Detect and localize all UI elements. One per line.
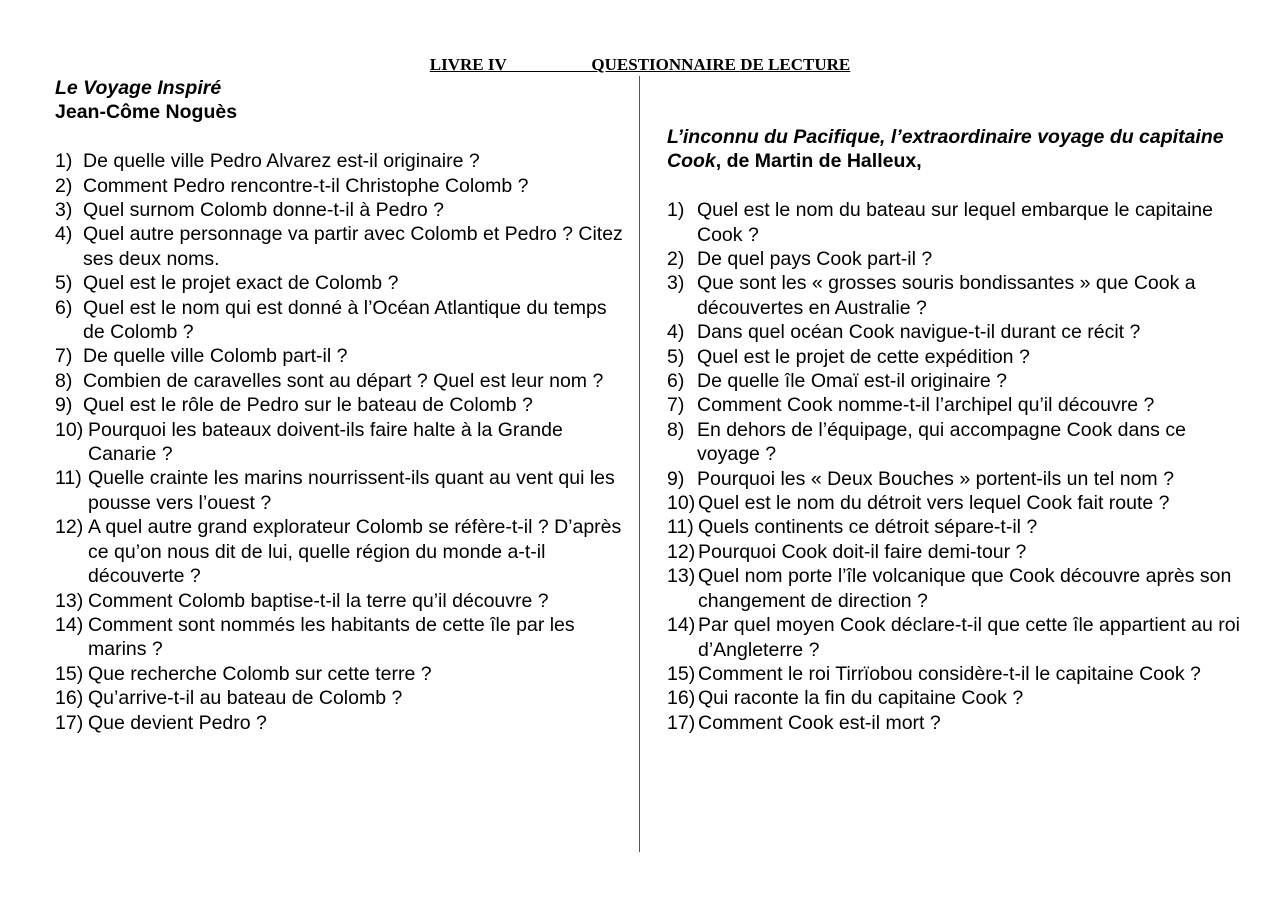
question-number: 4): [667, 321, 685, 344]
question-item: [55, 686, 630, 710]
question-number: 1): [667, 199, 685, 222]
question-item: [667, 564, 1242, 613]
question-number: 7): [55, 345, 73, 368]
right-book-heading: [667, 125, 1242, 174]
document-header: [0, 55, 1280, 75]
question-number: 4): [55, 223, 73, 246]
question-text: Quel surnom Colomb donne-t-il à Pedro ?: [83, 199, 444, 222]
question-text: De quelle ville Colomb part-il ?: [83, 345, 348, 368]
question-text: Comment le roi Tirrïobou considère-t-il le capitaine Cook ?: [698, 662, 1201, 685]
question-number: 14): [55, 613, 84, 636]
question-text: A quel autre grand explorateur Colomb se réfère-t-il ? D’après ce qu’on nous dit de lui, quelle région du monde a-t-il découverte ?: [88, 516, 622, 588]
question-item: [667, 198, 1242, 247]
question-item: [55, 149, 630, 173]
spacer: [55, 125, 630, 149]
question-number: 2): [55, 174, 73, 197]
question-number: 10): [55, 418, 84, 441]
column-divider: [639, 76, 640, 852]
question-number: 13): [667, 565, 696, 588]
question-item: [55, 296, 630, 345]
question-item: [667, 540, 1242, 564]
question-text: Que sont les « grosses souris bondissantes » que Cook a découvertes en Australie ?: [697, 272, 1196, 319]
question-item: [55, 466, 630, 515]
question-number: 3): [667, 272, 685, 295]
question-item: [667, 467, 1242, 491]
spacer: [667, 174, 1242, 198]
question-text: Quelle crainte les marins nourrissent-ils quant au vent qui les pousse vers l’ouest ?: [88, 467, 615, 514]
question-text: Comment sont nommés les habitants de cette île par les marins ?: [88, 613, 575, 661]
question-item: [55, 613, 630, 662]
question-item: [667, 247, 1242, 271]
question-number: 12): [667, 540, 696, 563]
question-number: 11): [55, 467, 82, 490]
question-number: 7): [667, 394, 685, 417]
question-text: Quel nom porte l’île volcanique que Cook découvre après son changement de direction ?: [698, 565, 1232, 612]
question-item: [667, 369, 1242, 393]
question-text: Quel est le rôle de Pedro sur le bateau de Colomb ?: [83, 394, 533, 417]
question-text: Quels continents ce détroit sépare-t-il ?: [698, 516, 1038, 539]
header-book-label: LIVRE IV: [429, 55, 507, 74]
question-item: [667, 271, 1242, 320]
question-item: [55, 589, 630, 613]
question-number: 1): [55, 150, 73, 173]
question-number: 10): [667, 492, 696, 515]
question-number: 3): [55, 199, 73, 222]
question-text: De quelle ville Pedro Alvarez est-il originaire ?: [83, 150, 480, 173]
question-text: De quel pays Cook part-il ?: [697, 248, 933, 271]
question-text: Comment Colomb baptise-t-il la terre qu’il découvre ?: [88, 589, 549, 612]
question-item: [667, 613, 1242, 662]
question-item: [667, 418, 1242, 467]
question-item: [667, 491, 1242, 515]
question-text: Qu’arrive-t-il au bateau de Colomb ?: [88, 687, 403, 710]
question-number: 8): [55, 369, 73, 392]
question-number: 9): [667, 467, 685, 490]
question-text: Que devient Pedro ?: [88, 711, 267, 734]
question-text: Quel est le nom du bateau sur lequel embarque le capitaine Cook ?: [697, 199, 1213, 246]
question-text: Quel est le nom qui est donné à l’Océan Atlantique du temps de Colomb ?: [83, 296, 607, 344]
question-number: 17): [667, 711, 696, 734]
left-book-title: Le Voyage Inspiré: [55, 77, 222, 99]
question-number: 16): [55, 687, 84, 710]
question-text: Qui raconte la fin du capitaine Cook ?: [698, 687, 1024, 710]
question-item: [55, 515, 630, 588]
question-text: Par quel moyen Cook déclare-t-il que cette île appartient au roi d’Angleterre ?: [698, 614, 1240, 661]
question-item: [667, 345, 1242, 369]
question-item: [55, 174, 630, 198]
question-item: [55, 344, 630, 368]
question-item: [667, 320, 1242, 344]
question-text: Pourquoi les bateaux doivent-ils faire halte à la Grande Canarie ?: [88, 418, 563, 466]
question-text: Quel est le nom du détroit vers lequel Cook fait route ?: [698, 492, 1170, 515]
question-item: [667, 515, 1242, 539]
question-item: [55, 711, 630, 735]
question-number: 13): [55, 589, 84, 612]
question-number: 6): [55, 296, 73, 319]
right-book-title: L’inconnu du Pacifique, l’extraordinaire voyage du capitaine Cook: [667, 126, 1224, 173]
question-text: Quel est le projet exact de Colomb ?: [83, 272, 399, 295]
question-text: Pourquoi Cook doit-il faire demi-tour ?: [698, 540, 1027, 563]
question-item: [55, 222, 630, 271]
question-text: Pourquoi les « Deux Bouches » portent-ils un tel nom ?: [697, 467, 1174, 490]
question-item: [55, 271, 630, 295]
question-item: [55, 662, 630, 686]
right-column: [667, 125, 1242, 735]
header-spacer: [506, 55, 591, 74]
question-text: Dans quel océan Cook navigue-t-il durant ce récit ?: [697, 321, 1141, 344]
question-text: De quelle île Omaï est-il originaire ?: [697, 370, 1007, 393]
left-question-list: [55, 149, 630, 735]
question-number: 9): [55, 394, 73, 417]
question-text: Combien de caravelles sont au départ ? Quel est leur nom ?: [83, 369, 604, 392]
question-number: 8): [667, 418, 685, 441]
question-text: En dehors de l’équipage, qui accompagne Cook dans ce voyage ?: [697, 418, 1186, 466]
question-text: Quel est le projet de cette expédition ?: [697, 345, 1030, 368]
question-number: 2): [667, 248, 685, 271]
left-book-author: Jean-Côme Noguès: [55, 101, 238, 124]
question-number: 12): [55, 516, 84, 539]
header-questionnaire-label: QUESTIONNAIRE DE LECTURE: [591, 55, 851, 74]
question-number: 5): [667, 345, 685, 368]
question-number: 14): [667, 614, 696, 637]
question-item: [55, 198, 630, 222]
question-text: Que recherche Colomb sur cette terre ?: [88, 662, 432, 685]
question-number: 11): [667, 516, 694, 539]
question-number: 15): [55, 662, 84, 685]
question-item: [667, 686, 1242, 710]
question-number: 6): [667, 370, 685, 393]
question-text: Comment Cook nomme-t-il l’archipel qu’il découvre ?: [697, 394, 1155, 417]
question-text: Quel autre personnage va partir avec Colomb et Pedro ? Citez ses deux noms.: [83, 223, 623, 270]
question-item: [667, 393, 1242, 417]
right-question-list: [667, 198, 1242, 735]
question-item: [667, 711, 1242, 735]
question-item: [667, 662, 1242, 686]
question-number: 5): [55, 272, 73, 295]
question-number: 15): [667, 662, 696, 685]
question-item: [55, 369, 630, 393]
question-number: 17): [55, 711, 84, 734]
question-number: 16): [667, 687, 696, 710]
right-book-author: , de Martin de Halleux,: [715, 150, 922, 173]
left-column: [55, 76, 630, 735]
question-item: [55, 418, 630, 467]
question-item: [55, 393, 630, 417]
question-text: Comment Cook est-il mort ?: [698, 711, 941, 734]
question-text: Comment Pedro rencontre-t-il Christophe Colomb ?: [83, 174, 529, 197]
